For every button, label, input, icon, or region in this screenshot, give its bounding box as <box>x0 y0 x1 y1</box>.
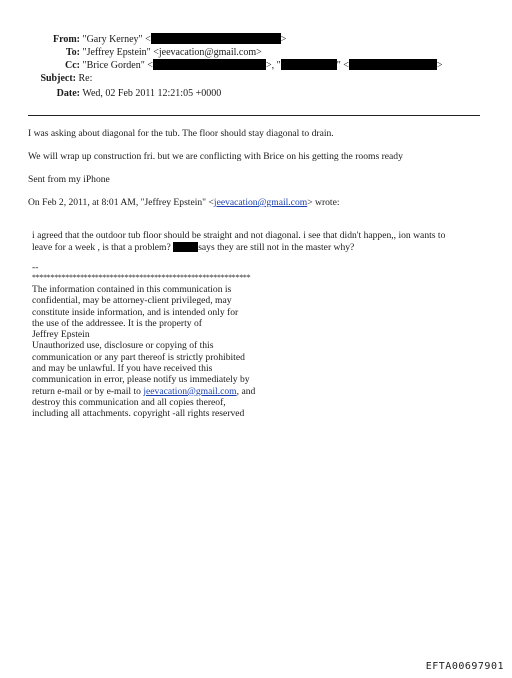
from-label: From: <box>52 34 80 45</box>
cc-label: Cc: <box>65 60 80 71</box>
disclaimer-email-tail: , and <box>236 385 256 397</box>
quoted-line-2-tail: says they are still not in the master why? <box>198 242 355 253</box>
to-value: "Jeffrey Epstein" <jeevacation@gmail.com> <box>82 47 262 58</box>
disclaimer-line: and may be unlawful. If you have received this <box>32 363 213 375</box>
cc-value: "Brice Gorden" < <box>82 60 153 71</box>
cc-separator: >, " <box>265 60 281 71</box>
date-value: Wed, 02 Feb 2011 12:21:05 +0000 <box>82 88 222 99</box>
redaction-block <box>281 59 337 70</box>
date-row <box>0 87 221 100</box>
disclaimer-email-link[interactable]: jeevacation@gmail.com <box>143 385 237 397</box>
date-label: Date: <box>56 88 80 99</box>
quoted-line-2 <box>32 242 354 254</box>
quoted-line-1: i agreed that the outdoor tub floor should be straight and not diagonal. i see that didn't happen,, ion wants to <box>32 230 446 241</box>
to-label: To: <box>65 47 80 58</box>
cc-end: > <box>436 60 443 71</box>
disclaimer-line: including all attachments. copyright -all rights reserved <box>32 408 245 420</box>
redaction-block <box>173 242 198 252</box>
signature-dashes: -- <box>32 262 39 273</box>
from-end: > <box>280 34 287 45</box>
disclaimer-line: confidential, may be attorney-client privileged, may <box>32 295 232 307</box>
confidentiality-disclaimer <box>32 284 255 420</box>
disclaimer-line: Jeffrey Epstein <box>32 329 90 341</box>
subject-row <box>0 72 92 85</box>
cc-separator-2: " < <box>336 60 349 71</box>
subject-value: Re: <box>78 73 93 84</box>
from-row <box>0 33 286 46</box>
cc-row <box>0 59 443 72</box>
from-value: "Gary Kerney" < <box>82 34 151 45</box>
sent-from-line: Sent from my iPhone <box>28 174 110 185</box>
redaction-block <box>151 33 281 44</box>
redaction-block <box>153 59 266 70</box>
star-separator: *********************************************************** <box>32 273 251 282</box>
disclaimer-line: The information contained in this communication is <box>32 284 232 295</box>
body-line-1: I was asking about diagonal for the tub. The floor should stay diagonal to drain. <box>28 128 334 139</box>
header-divider <box>28 115 480 116</box>
to-row <box>0 46 262 59</box>
disclaimer-line: destroy this communication and all copies thereof, <box>32 396 226 408</box>
body-line-2: We will wrap up construction fri. but we are conflicting with Brice on his getting the rooms ready <box>28 151 403 162</box>
disclaimer-email-line <box>32 386 255 397</box>
disclaimer-line: Unauthorized use, disclosure or copying of this <box>32 340 214 352</box>
disclaimer-line: the use of the addressee. It is the property of <box>32 317 202 329</box>
disclaimer-email-text: return e-mail or by e-mail to <box>32 385 144 397</box>
subject-label: Subject: <box>40 73 76 84</box>
quote-email-link[interactable]: jeevacation@gmail.com <box>213 197 308 208</box>
quote-intro-text: On Feb 2, 2011, at 8:01 AM, "Jeffrey Epstein" < <box>28 197 214 208</box>
document-id-stamp: EFTA00697901 <box>425 661 504 672</box>
quoted-line-2-text: leave for a week , is that a problem? <box>32 242 174 253</box>
quote-intro-tail: > wrote: <box>307 197 340 208</box>
quote-intro <box>28 197 340 209</box>
disclaimer-line: communication in error, please notify us immediately by <box>32 374 250 386</box>
redaction-block <box>349 59 437 70</box>
disclaimer-line: communication or any part thereof is strictly prohibited <box>32 351 245 363</box>
disclaimer-line: constitute inside information, and is intended only for <box>32 306 239 318</box>
